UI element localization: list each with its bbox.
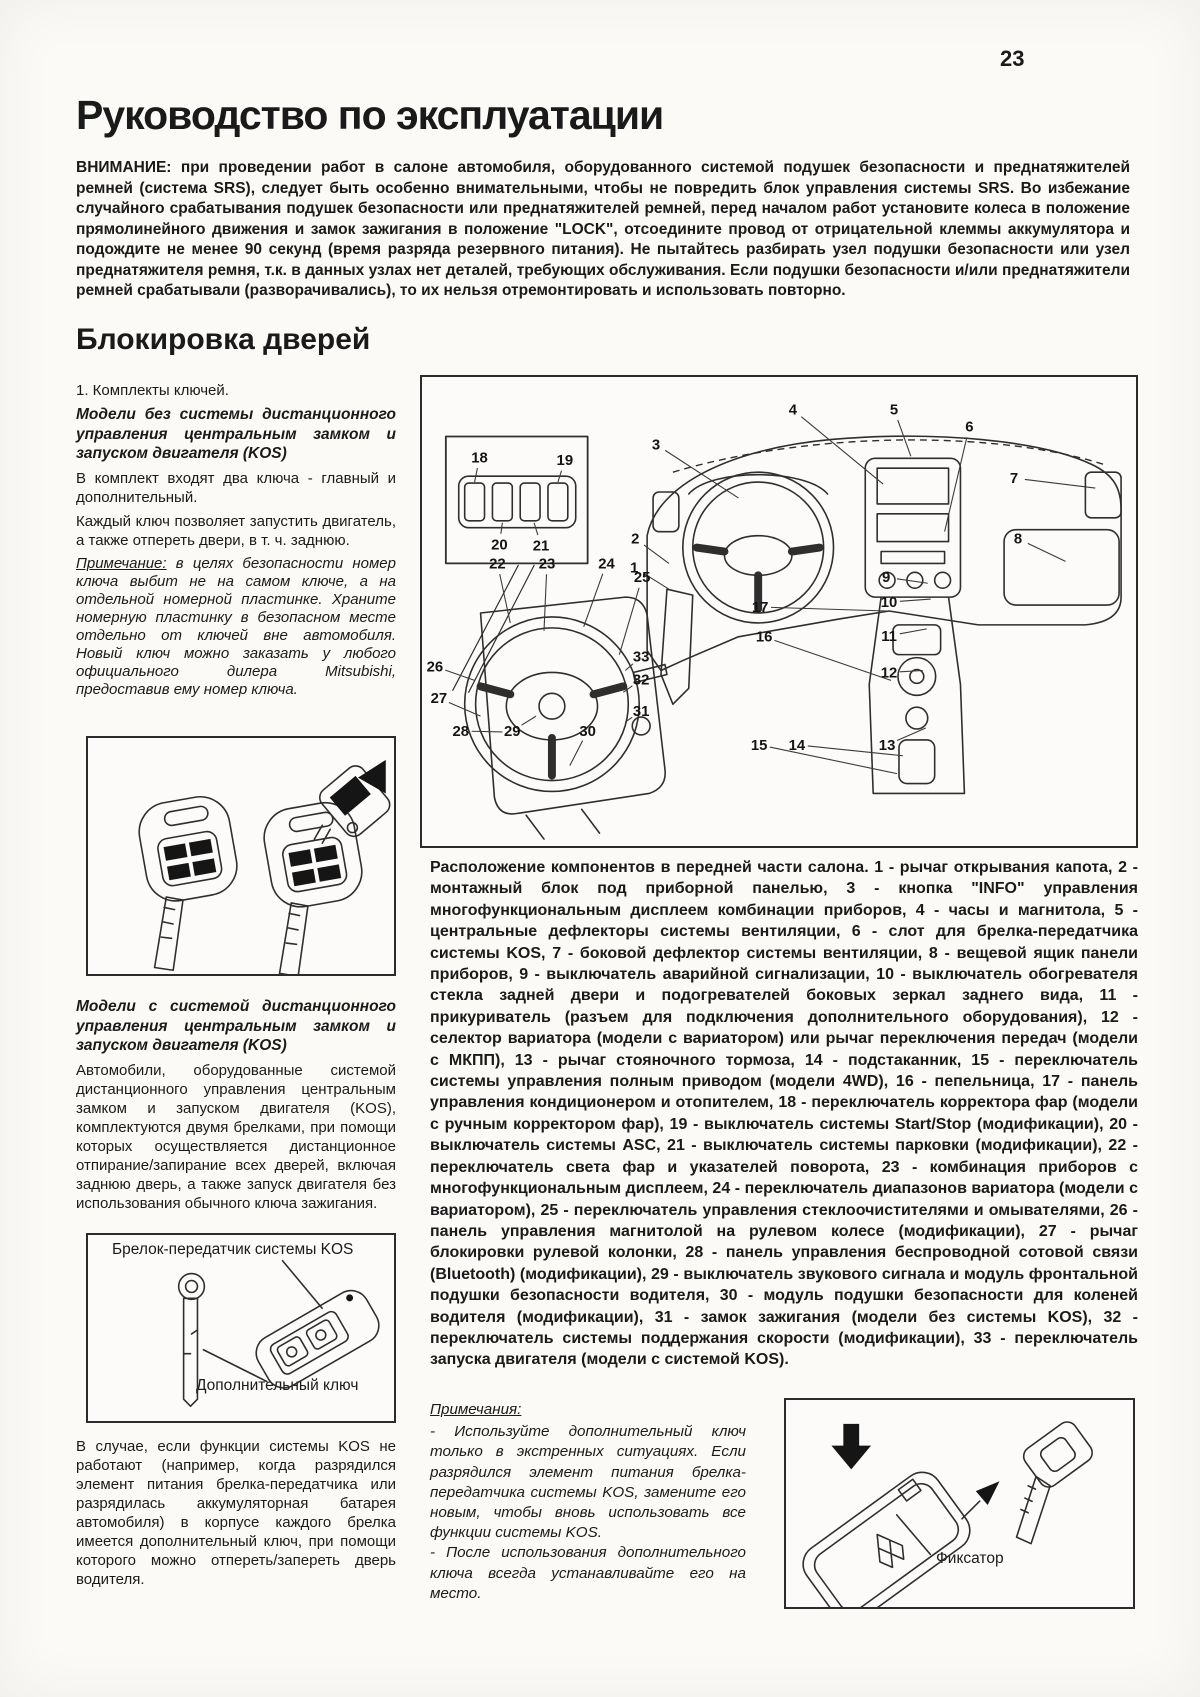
left-column-block-1 — [76, 381, 396, 704]
callout-12: 12 — [880, 665, 898, 682]
retainer-drawing — [786, 1400, 1133, 1607]
callout-15: 15 — [750, 737, 768, 754]
left-column-block-2 — [76, 997, 396, 1218]
keys-list-item: 1. Комплекты ключей. — [76, 382, 229, 399]
callout-32: 32 — [632, 672, 650, 689]
callout-11: 11 — [881, 628, 897, 645]
callout-21: 21 — [532, 538, 550, 555]
para-two-keys: В комплект входят два ключа - главный и дополнительный. — [76, 469, 396, 506]
key-icon — [127, 792, 254, 973]
callout-22: 22 — [489, 556, 506, 573]
notes-section — [430, 1400, 746, 1604]
key-leader-line — [203, 1350, 266, 1382]
left-column-block-3 — [76, 1437, 396, 1594]
callout-2: 2 — [631, 531, 640, 548]
switch-panel-inset — [446, 436, 588, 692]
note-label: Примечание: — [76, 554, 167, 572]
models-without-kos-heading: Модели без системы дистанционного управления центральным замком и запуском двигателя (KOS) — [76, 406, 396, 462]
callout-7: 7 — [1009, 471, 1019, 488]
callout-24: 24 — [598, 556, 615, 573]
removable-key-icon — [978, 1418, 1116, 1548]
models-with-kos-heading: Модели с системой дистанционного управления центральным замком и запуском двигателя (KOS) — [76, 998, 396, 1054]
srs-warning-paragraph: ВНИМАНИЕ: при проведении работ в салоне автомобиля, оборудованного системой подушек безопасности и преднатяжителей ремней (система SRS), следует быть особенно внимательными, чтобы не повредить блок управления системы SRS. Во избежание случайного срабатывания подушек безопасности или преднатяжителей ремней, перед началом работ установите колеса в положение прямолинейного движения и замок зажигания в положение "LOCK", отсоедините провод от отрицательной клеммы аккумулятора и подождите не менее 90 секунд (время разряда резервного питания). Не пытайтесь разбирать узел подушки безопасности или узел преднатяжителя ремня, т.к. в данных узлах нет деталей, требующих обслуживания. Если подушки безопасности и/или преднатяжители ремней срабатывали (разворачивались), то их нельзя отремонтировать и использовать повторно. — [76, 159, 1130, 299]
callout-4: 4 — [788, 402, 798, 419]
callout-25: 25 — [633, 570, 651, 587]
callout-9: 9 — [881, 570, 891, 587]
note-item: - Используйте дополнительный ключ только в экстренных ситуациях. Если разрядился элемент питания брелка-передатчика системы KOS, замените его новым, чтобы вновь использовать все функции системы KOS. — [430, 1423, 746, 1542]
callout-26: 26 — [426, 659, 444, 676]
page-title: Руководство по эксплуатации — [76, 92, 664, 138]
kos-fob-icon — [250, 1284, 386, 1394]
center-console-icon — [869, 597, 964, 793]
note-paragraph — [76, 555, 396, 699]
page-number: 23 — [1000, 46, 1025, 71]
callout-30: 30 — [579, 723, 596, 740]
callout-16: 16 — [755, 629, 773, 646]
additional-key-label: Дополнительный ключ — [196, 1377, 359, 1394]
retainer-label: Фиксатор — [936, 1550, 1004, 1567]
dashboard-caption: Расположение компонентов в передней части салона. 1 - рычаг открывания капота, 2 - монтажный блок под приборной панелью, 3 - кнопка "INFO" управления многофункциональным дисплеем комбинации приборов, 4 - часы и магнитола, 5 - центральные дефлекторы системы вентиляции, 6 - слот для брелка-передатчика системы KOS, 7 - боковой дефлектор системы вентиляции, 8 - вещевой ящик панели приборов, 9 - выключатель аварийной сигнализации, 10 - выключатель обогревателя стекла задней двери и подогревателей боковых зеркал заднего вида, 11 - прикуриватель (разъем для подключения дополнительного оборудования), 12 - селектор вариатора (модели с вариатором) или рычаг переключения передач (модели с МКПП), 13 - рычаг стояночного тормоза, 14 - подстаканник, 15 - переключатель системы управления полным приводом (модели 4WD), 16 - пепельница, 17 - панель управления кондиционером и отопителем, 18 - переключатель корректора фар (модели с ручным корректором фар), 19 - выключатель системы Start/Stop (модификации), 20 - выключатель системы ASC, 21 - выключатель системы парковки (модификации), 22 - переключатель света фар и указателей поворота, 23 - комбинация приборов с многофункциональным дисплеем, 24 - переключатель диапазонов вариатора (модели с вариатором), 25 - переключатель управления стеклоочистителями и омывателями, 26 - панель управления магнитолой на рулевом колесе (модификации), 27 - рычаг блокировки рулевой колонки, 28 - панель управления беспроводной сотовой связи (Bluetooth) (модификации), 29 - выключатель звукового сигнала и модуль фронтальной подушки безопасности водителя, 30 - модуль подушки безопасности для коленей водителя (модификации), 31 - замок зажигания (модели без системы KOS), 32 - переключатель системы поддержания скорости (модификации), 33 - переключатель запуска двигателя (модели с системой KOS). — [430, 859, 1138, 1369]
para-kos-fallback: В случае, если функции системы KOS не работают (например, когда разрядился элемент питания брелка-передатчика или разрядилась аккумуляторная батарея автомобиля) в корпусе каждого брелка имеется дополнительный ключ, при помощи которого можно отпереть/запереть дверь водителя. — [76, 1438, 396, 1588]
callout-19: 19 — [556, 453, 574, 470]
callout-1: 1 — [630, 560, 639, 577]
dashboard-diagram — [422, 377, 1136, 846]
callout-6: 6 — [965, 419, 974, 436]
key-fob-disassembly-figure — [784, 1398, 1135, 1609]
note-item: - После использования дополнительного ключа всегда устанавливайте его на место. — [430, 1544, 746, 1602]
callout-5: 5 — [889, 402, 899, 419]
emergency-key-icon — [179, 1274, 205, 1407]
callout-27: 27 — [430, 691, 448, 708]
callout-20: 20 — [491, 537, 508, 554]
two-keys-drawing — [88, 738, 394, 974]
callout-18: 18 — [471, 450, 488, 467]
callout-33: 33 — [632, 649, 650, 666]
retainer-leader-line — [897, 1515, 931, 1555]
fob-transmitter-label: Брелок-передатчик системы KOS — [112, 1241, 354, 1258]
notes-label: Примечания: — [430, 1401, 522, 1418]
para-kos: Автомобили, оборудованные системой дистанционного управления центральным замком и запуском двигателя (KOS), комплектуются двумя брелками, при помощи которых осуществляется дистанционное отпирание/запирание всех дверей, включая заднюю дверь, а также запуск двигателя без использования обычного ключа зажигания. — [76, 1061, 396, 1212]
key-with-tag-icon — [252, 762, 394, 974]
center-stack-icon — [865, 458, 960, 597]
section-heading: Блокировка дверей — [76, 323, 371, 356]
callout-17: 17 — [751, 599, 769, 616]
two-keys-figure — [86, 736, 396, 976]
note-text: в целях безопасности номер ключа выбит не на самом ключе, а на отдельной номерной пластинке. Храните номерную пластинку в безопасном месте отдельно от ключей вне автомобиля. Новый ключ можно заказать у любого официального дилера Mitsubishi, предоставив ему номер ключа. — [76, 554, 396, 698]
down-arrow-icon — [831, 1424, 871, 1469]
callout-13: 13 — [878, 737, 896, 754]
callout-28: 28 — [452, 723, 469, 740]
callout-8: 8 — [1013, 531, 1023, 548]
fob-leader-line — [283, 1261, 323, 1308]
callout-14: 14 — [788, 737, 806, 754]
callout-3: 3 — [651, 437, 661, 454]
callout-10: 10 — [880, 595, 898, 612]
dashboard-figure — [420, 375, 1138, 848]
callout-29: 29 — [504, 723, 521, 740]
kos-fob-figure — [86, 1233, 396, 1423]
para-each-key: Каждый ключ позволяет запустить двигатель, а также отпереть двери, в т. ч. заднюю. — [76, 512, 396, 549]
callout-31: 31 — [632, 704, 650, 721]
kos-fob-drawing — [88, 1235, 394, 1421]
fob-body-icon — [795, 1464, 977, 1607]
callout-23: 23 — [538, 556, 556, 573]
